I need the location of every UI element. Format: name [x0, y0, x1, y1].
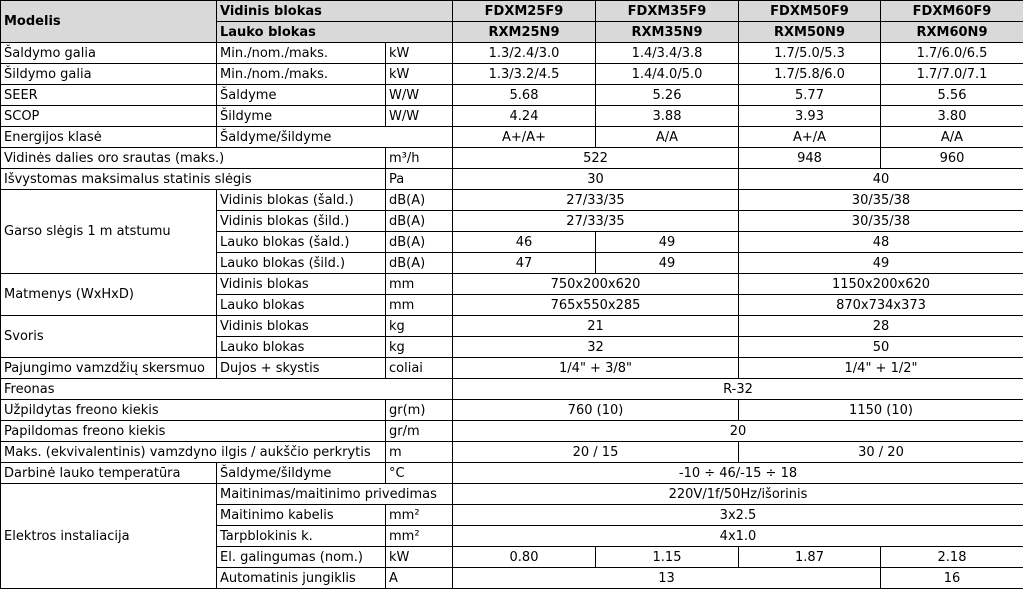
row-sublabel: Vidinis blokas (šild.): [217, 211, 386, 232]
table-row: [1, 169, 1023, 190]
cell-value: 2.18: [881, 547, 1023, 568]
indoor-model: FDXM25F9: [453, 1, 596, 22]
row-label: Išvystomas maksimalus statinis slėgis: [1, 169, 386, 190]
row-unit: m³/h: [386, 148, 453, 169]
cell-value: 5.26: [596, 85, 739, 106]
table-row: [1, 400, 1023, 421]
cell-value: 3.80: [881, 106, 1023, 127]
row-sublabel: Min./nom./maks.: [217, 43, 386, 64]
cell-value: 49: [739, 253, 1023, 274]
cell-value: 16: [881, 568, 1023, 589]
row-sublabel: Automatinis jungiklis: [217, 568, 386, 589]
row-unit: kW: [386, 43, 453, 64]
row-sublabel: Šaldyme/šildyme: [217, 127, 453, 148]
row-unit: kW: [386, 547, 453, 568]
outdoor-model: RXM35N9: [596, 22, 739, 43]
cell-value: 522: [453, 148, 739, 169]
cell-value: 0.80: [453, 547, 596, 568]
table-row: [1, 106, 1023, 127]
outdoor-model: RXM60N9: [881, 22, 1023, 43]
cell-value: 1.7/6.0/6.5: [881, 43, 1023, 64]
row-unit: kg: [386, 337, 453, 358]
table-row: [1, 442, 1023, 463]
cell-value: 1.87: [739, 547, 881, 568]
row-sublabel: Min./nom./maks.: [217, 64, 386, 85]
row-label: Darbinė lauko temperatūra: [1, 463, 217, 484]
cell-value: 5.56: [881, 85, 1023, 106]
row-unit: m: [386, 442, 453, 463]
row-label: Pajungimo vamzdžių skersmuo: [1, 358, 217, 379]
row-unit: dB(A): [386, 232, 453, 253]
cell-value: 3.88: [596, 106, 739, 127]
cell-value: 220V/1f/50Hz/išorinis: [453, 484, 1023, 505]
row-unit: kW: [386, 64, 453, 85]
cell-value: 870x734x373: [739, 295, 1023, 316]
row-unit: A: [386, 568, 453, 589]
cell-value: 1150 (10): [739, 400, 1023, 421]
row-unit: °C: [386, 463, 453, 484]
table-row: [1, 190, 1023, 211]
cell-value: 4.24: [453, 106, 596, 127]
cell-value: 948: [739, 148, 881, 169]
row-unit: gr/m: [386, 421, 453, 442]
outdoor-model: RXM50N9: [739, 22, 881, 43]
cell-value: A/A: [596, 127, 739, 148]
row-sublabel: Šildyme: [217, 106, 386, 127]
cell-value: 20 / 15: [453, 442, 739, 463]
table-row: [1, 127, 1023, 148]
row-unit: coliai: [386, 358, 453, 379]
row-unit: mm: [386, 274, 453, 295]
table-row: [1, 43, 1023, 64]
row-unit: W/W: [386, 85, 453, 106]
cell-value: 30: [453, 169, 739, 190]
cell-value: 3.93: [739, 106, 881, 127]
cell-value: 50: [739, 337, 1023, 358]
row-label: Garso slėgis 1 m atstumu: [1, 190, 217, 274]
table-row: [1, 85, 1023, 106]
cell-value: 49: [596, 232, 739, 253]
row-sublabel: Vidinis blokas: [217, 316, 386, 337]
cell-value: 47: [453, 253, 596, 274]
cell-value: 1/4" + 1/2": [739, 358, 1023, 379]
table-row: [1, 463, 1023, 484]
cell-value: 30/35/38: [739, 190, 1023, 211]
row-label: Matmenys (WxHxD): [1, 274, 217, 316]
table-row: [1, 316, 1023, 337]
row-unit: W/W: [386, 106, 453, 127]
cell-value: 750x200x620: [453, 274, 739, 295]
row-sublabel: Lauko blokas (šild.): [217, 253, 386, 274]
row-unit: mm: [386, 295, 453, 316]
row-label: Svoris: [1, 316, 217, 358]
cell-value: 1.3/3.2/4.5: [453, 64, 596, 85]
row-unit: dB(A): [386, 253, 453, 274]
row-label: Vidinės dalies oro srautas (maks.): [1, 148, 386, 169]
cell-value: 27/33/35: [453, 211, 739, 232]
table-row: [1, 379, 1023, 400]
row-sublabel: Maitinimo kabelis: [217, 505, 386, 526]
row-sublabel: Lauko blokas: [217, 337, 386, 358]
cell-value: 21: [453, 316, 739, 337]
row-sublabel: Šaldyme: [217, 85, 386, 106]
row-sublabel: Vidinis blokas (šald.): [217, 190, 386, 211]
cell-value: A/A: [881, 127, 1023, 148]
cell-value: 765x550x285: [453, 295, 739, 316]
cell-value: 1.7/5.0/5.3: [739, 43, 881, 64]
row-unit: kg: [386, 316, 453, 337]
cell-value: 1.7/7.0/7.1: [881, 64, 1023, 85]
cell-value: 1.7/5.8/6.0: [739, 64, 881, 85]
cell-value: 1.4/3.4/3.8: [596, 43, 739, 64]
cell-value: 32: [453, 337, 739, 358]
indoor-unit-header: Vidinis blokas: [217, 1, 453, 22]
row-label: Energijos klasė: [1, 127, 217, 148]
cell-value: 1150x200x620: [739, 274, 1023, 295]
row-label: Freonas: [1, 379, 453, 400]
row-label: Užpildytas freono kiekis: [1, 400, 386, 421]
cell-value: 5.68: [453, 85, 596, 106]
table-row: [1, 148, 1023, 169]
indoor-model: FDXM35F9: [596, 1, 739, 22]
table-row: [1, 484, 1023, 505]
cell-value: 27/33/35: [453, 190, 739, 211]
indoor-model: FDXM60F9: [881, 1, 1023, 22]
row-label: Šaldymo galia: [1, 43, 217, 64]
row-sublabel: Vidinis blokas: [217, 274, 386, 295]
cell-value: 30/35/38: [739, 211, 1023, 232]
cell-value: 40: [739, 169, 1023, 190]
row-sublabel: Dujos + skystis: [217, 358, 386, 379]
indoor-model: FDXM50F9: [739, 1, 881, 22]
cell-value: 28: [739, 316, 1023, 337]
table-row: [1, 358, 1023, 379]
table-row: [1, 421, 1023, 442]
row-unit: Pa: [386, 169, 453, 190]
row-label: Maks. (ekvivalentinis) vamzdyno ilgis / aukščio perkrytis: [1, 442, 386, 463]
cell-value: 1.15: [596, 547, 739, 568]
cell-value: A+/A: [739, 127, 881, 148]
row-unit: mm²: [386, 505, 453, 526]
row-label: Elektros instaliacija: [1, 484, 217, 589]
row-sublabel: Maitinimas/maitinimo privedimas: [217, 484, 453, 505]
row-unit: gr(m): [386, 400, 453, 421]
row-unit: mm²: [386, 526, 453, 547]
row-sublabel: Lauko blokas (šald.): [217, 232, 386, 253]
row-sublabel: Tarpblokinis k.: [217, 526, 386, 547]
cell-value: R-32: [453, 379, 1023, 400]
cell-value: 1.3/2.4/3.0: [453, 43, 596, 64]
row-label: SCOP: [1, 106, 217, 127]
table-row: [1, 274, 1023, 295]
cell-value: A+/A+: [453, 127, 596, 148]
row-sublabel: Šaldyme/šildyme: [217, 463, 386, 484]
cell-value: 5.77: [739, 85, 881, 106]
row-label: Papildomas freono kiekis: [1, 421, 386, 442]
cell-value: 1.4/4.0/5.0: [596, 64, 739, 85]
cell-value: 3x2.5: [453, 505, 1023, 526]
cell-value: 49: [596, 253, 739, 274]
cell-value: -10 ÷ 46/-15 ÷ 18: [453, 463, 1023, 484]
row-sublabel: El. galingumas (nom.): [217, 547, 386, 568]
model-header: Modelis: [1, 1, 217, 43]
cell-value: 4x1.0: [453, 526, 1023, 547]
cell-value: 20: [453, 421, 1023, 442]
cell-value: 1/4" + 3/8": [453, 358, 739, 379]
header-row-indoor: [1, 1, 1023, 22]
cell-value: 13: [453, 568, 881, 589]
cell-value: 960: [881, 148, 1023, 169]
row-unit: dB(A): [386, 190, 453, 211]
outdoor-unit-header: Lauko blokas: [217, 22, 453, 43]
cell-value: 30 / 20: [739, 442, 1023, 463]
row-unit: dB(A): [386, 211, 453, 232]
cell-value: 46: [453, 232, 596, 253]
row-label: Šildymo galia: [1, 64, 217, 85]
cell-value: 48: [739, 232, 1023, 253]
table-row: [1, 64, 1023, 85]
row-label: SEER: [1, 85, 217, 106]
row-sublabel: Lauko blokas: [217, 295, 386, 316]
cell-value: 760 (10): [453, 400, 739, 421]
outdoor-model: RXM25N9: [453, 22, 596, 43]
